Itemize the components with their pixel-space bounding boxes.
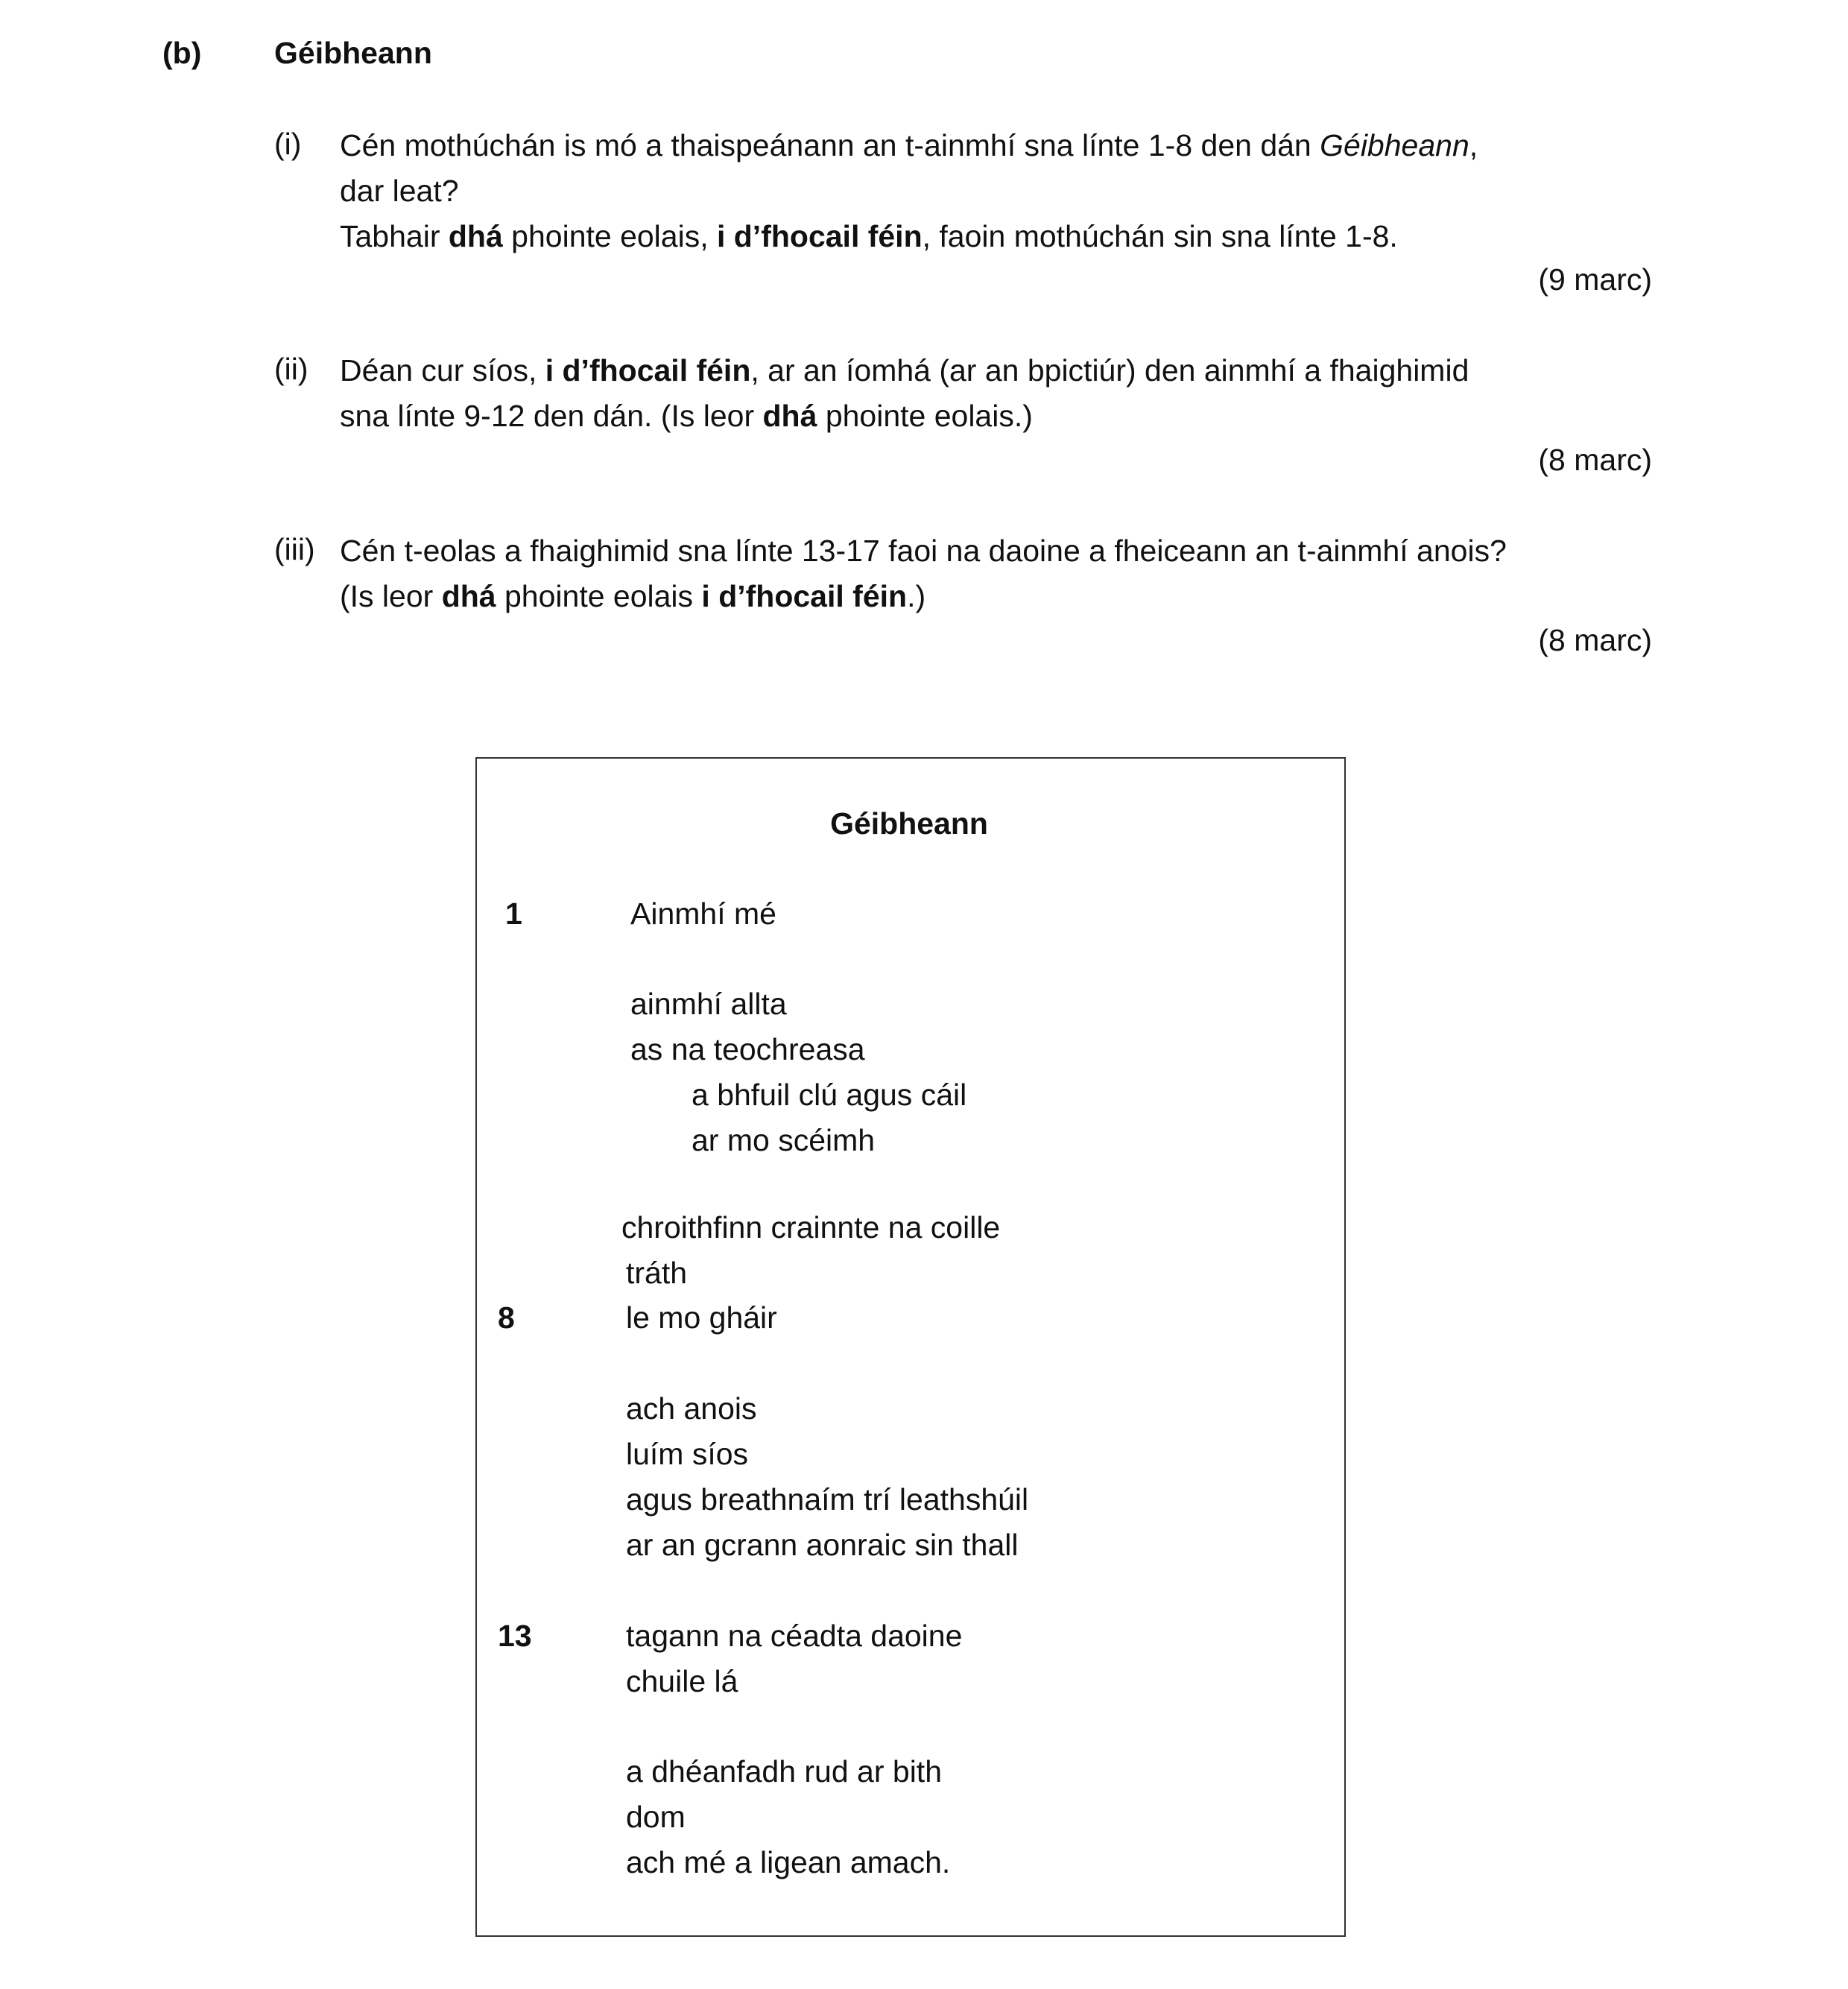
emphasis-own-words: i d’fhocail féin	[545, 353, 751, 388]
line-number-8: 8	[498, 1300, 515, 1335]
question-iii-line-1: Cén t-eolas a fhaighimid sna línte 13-17 faoi na daoine a fheiceann an t-ainmhí anois?	[340, 534, 1507, 568]
poem-line-5: ar mo scéimh	[692, 1123, 876, 1157]
question-i-text: , faoin mothúchán sin sna línte 1-8.	[922, 219, 1398, 253]
emphasis-dha: dhá	[448, 219, 503, 253]
poem-line-4: a bhfuil clú agus cáil	[692, 1078, 967, 1112]
question-iii-text: .)	[907, 579, 926, 613]
question-i-line-2: dar leat?	[340, 174, 459, 208]
question-ii-line-2	[340, 393, 1469, 439]
poem-title: Géibheann	[830, 806, 988, 841]
marks-iii: (8 marc)	[1538, 623, 1652, 657]
poem-line-3: as na teochreasa	[630, 1032, 865, 1066]
poem-line-15: a dhéanfadh rud ar bith	[626, 1754, 942, 1789]
poem-title-reference: Géibheann	[1320, 128, 1469, 162]
question-number-i: (i)	[274, 127, 302, 161]
question-i-line-3	[340, 214, 1478, 259]
question-i-text: phointe eolais,	[502, 219, 717, 253]
emphasis-dha: dhá	[762, 399, 817, 433]
question-iii-text: (Is leor	[340, 579, 442, 613]
section-title: Géibheann	[274, 36, 432, 70]
poem-line-2: ainmhí allta	[630, 987, 787, 1021]
section-label: (b)	[162, 36, 202, 70]
question-number-iii: (iii)	[274, 532, 315, 566]
marks-ii: (8 marc)	[1538, 443, 1652, 477]
poem-line-16: dom	[626, 1800, 686, 1834]
poem-line-6: chroithfinn crainnte na coille	[621, 1210, 1001, 1245]
line-number-1: 1	[505, 897, 522, 931]
poem-line-8: le mo gháir	[626, 1300, 777, 1335]
question-iii-text: phointe eolais	[496, 579, 702, 613]
poem-line-17: ach mé a ligean amach.	[626, 1845, 951, 1879]
question-ii-line-1	[340, 348, 1469, 393]
poem-line-13: tagann na céadta daoine	[626, 1619, 963, 1653]
poem-line-1: Ainmhí mé	[630, 897, 776, 931]
poem-line-7: tráth	[626, 1256, 688, 1290]
poem-line-12: ar an gcrann aonraic sin thall	[626, 1528, 1019, 1562]
question-iii-line-2	[340, 574, 1507, 619]
question-ii	[340, 348, 1469, 439]
poem-line-10: luím síos	[626, 1437, 749, 1471]
emphasis-own-words: i d’fhocail féin	[716, 219, 923, 253]
question-ii-text: Déan cur síos,	[340, 353, 545, 388]
question-ii-text: phointe eolais.)	[817, 399, 1033, 433]
poem-line-14: chuile lá	[626, 1664, 738, 1698]
question-i-line-1	[340, 123, 1478, 168]
poem-line-9: ach anois	[626, 1391, 757, 1426]
question-ii-text: , ar an íomhá (ar an bpictiúr) den ainmhí a fhaighimid	[750, 353, 1469, 388]
question-i-text: Tabhair	[340, 219, 449, 253]
emphasis-dha: dhá	[441, 579, 496, 613]
poem-line-11: agus breathnaím trí leathshúil	[626, 1482, 1029, 1517]
question-iii	[340, 528, 1507, 619]
line-number-13: 13	[498, 1619, 532, 1653]
question-i	[340, 123, 1478, 259]
question-number-ii: (ii)	[274, 352, 308, 386]
question-i-punct: ,	[1469, 128, 1478, 162]
marks-i: (9 marc)	[1538, 262, 1652, 297]
question-i-text: Cén mothúchán is mó a thaispeánann an t-ainmhí sna línte 1-8 den dán	[340, 128, 1320, 162]
emphasis-own-words: i d’fhocail féin	[701, 579, 908, 613]
question-ii-text: sna línte 9-12 den dán. (Is leor	[340, 399, 763, 433]
